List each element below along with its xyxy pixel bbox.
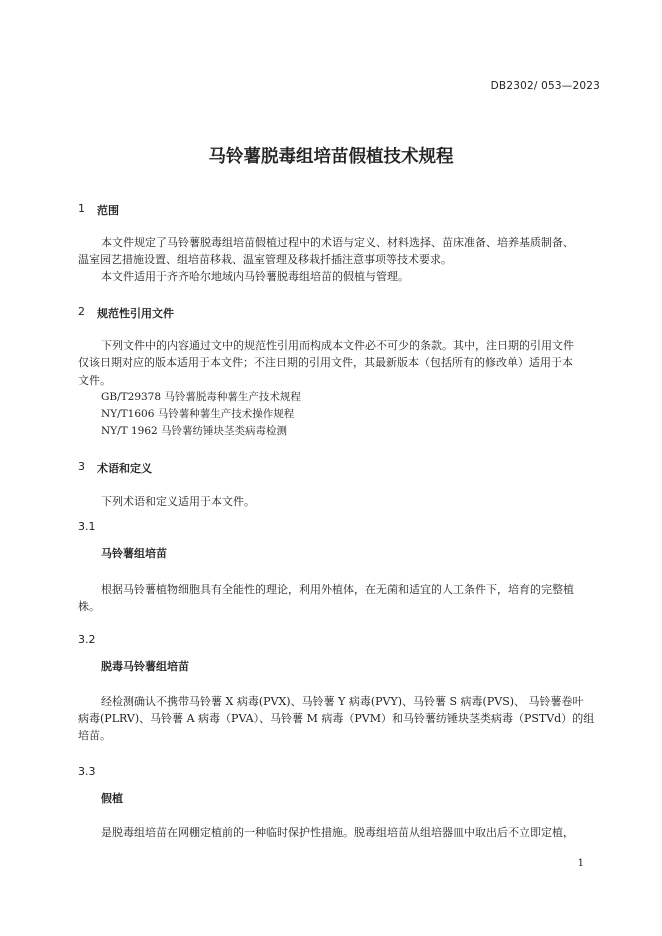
paragraph-line: 文件。 bbox=[78, 374, 111, 387]
paragraph-line: 下列文件中的内容通过文中的规范性引用而构成本文件必不可少的条款。其中，注日期的引用文件 bbox=[101, 339, 574, 352]
paragraph-line: 本文件适用于齐齐哈尔地域内马铃薯脱毒组培苗的假植与管理。 bbox=[101, 270, 409, 283]
reference-item: NY/T1606 马铃薯种薯生产技术操作规程 bbox=[101, 408, 295, 420]
paragraph-line: 根据马铃薯植物细胞具有全能性的理论，利用外植体，在无菌和适宜的人工条件下，培育的完整植 bbox=[101, 583, 574, 596]
document-code: DB2302/ 053—2023 bbox=[490, 80, 600, 92]
paragraph-line: 温室园艺措施设置、组培苗移栽、温室管理及移栽扦插注意事项等技术要求。 bbox=[78, 253, 452, 266]
term-number: 3.2 bbox=[78, 633, 96, 646]
term-title: 假植 bbox=[101, 792, 123, 805]
reference-item: GB/T29378 马铃薯脱毒种薯生产技术规程 bbox=[101, 391, 301, 403]
paragraph-line: 仅该日期对应的版本适用于本文件；不注日期的引用文件，其最新版本（包括所有的修改单）适用于本 bbox=[78, 356, 573, 369]
paragraph-line: 株。 bbox=[78, 600, 100, 613]
paragraph-line: 下列术语和定义适用于本文件。 bbox=[101, 495, 255, 508]
section-title: 范围 bbox=[97, 204, 119, 217]
term-title: 脱毒马铃薯组培苗 bbox=[101, 660, 189, 673]
section-number: 1 bbox=[78, 202, 85, 215]
section-number: 3 bbox=[78, 460, 85, 473]
section-title: 规范性引用文件 bbox=[97, 307, 174, 320]
paragraph-line: 本文件规定了马铃薯脱毒组培苗假植过程中的术语与定义、材料选择、苗床准备、培养基质制备、 bbox=[101, 236, 574, 249]
reference-item: NY/T 1962 马铃薯纺锤块茎类病毒检测 bbox=[101, 425, 288, 437]
section-number: 2 bbox=[78, 305, 85, 318]
term-number: 3.3 bbox=[78, 765, 96, 778]
section-title: 术语和定义 bbox=[97, 462, 152, 475]
paragraph-line: 病毒(PLRV)、马铃薯 A 病毒（PVA）、马铃薯 M 病毒（PVM）和马铃薯纺锤块茎类病毒（PSTVd）的组 bbox=[78, 712, 595, 725]
paragraph-line: 是脱毒组培苗在网棚定植前的一种临时保护性措施。脱毒组培苗从组培器皿中取出后不立即定植， bbox=[101, 826, 574, 839]
document-title: 马铃薯脱毒组培苗假植技术规程 bbox=[208, 147, 454, 167]
term-number: 3.1 bbox=[78, 520, 96, 533]
page-number: 1 bbox=[577, 858, 584, 869]
paragraph-line: 经检测确认不携带马铃薯 X 病毒(PVX)、马铃薯 Y 病毒(PVY)、马铃薯 S 病毒(PVS)、 马铃薯卷叶 bbox=[101, 695, 584, 708]
paragraph-line: 培苗。 bbox=[78, 729, 111, 742]
term-title: 马铃薯组培苗 bbox=[101, 547, 167, 560]
